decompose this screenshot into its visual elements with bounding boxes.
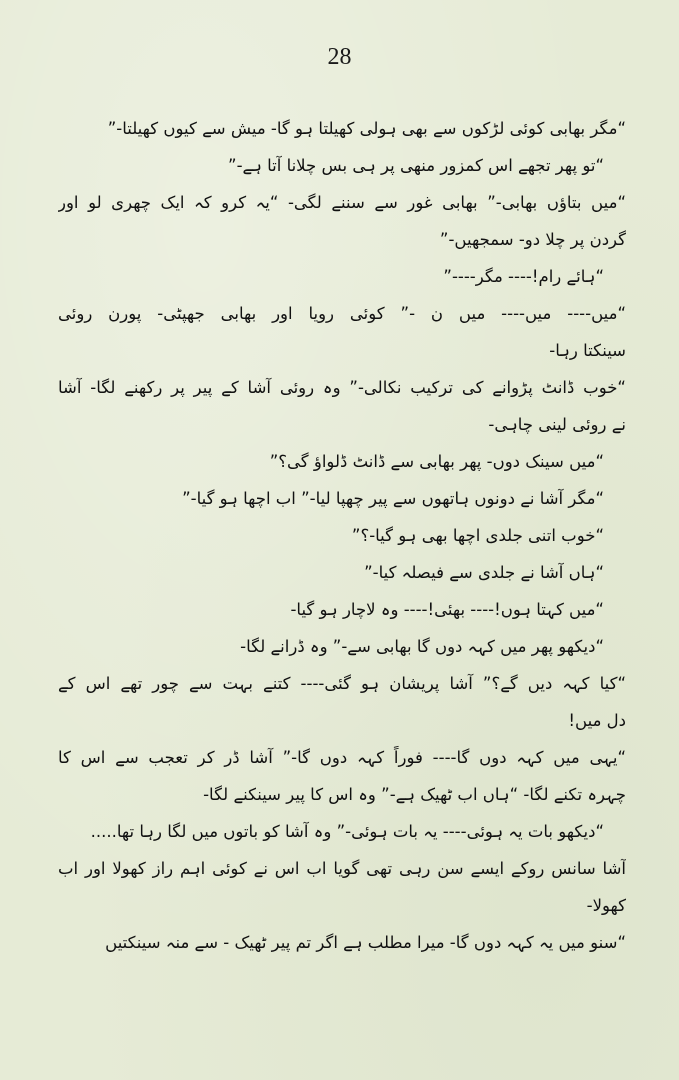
text-line: دل میں!	[568, 711, 626, 730]
text-line: “خوب اتنی جلدی اچھا بھی ہو گیا-؟”	[351, 526, 604, 545]
text-line: “سنو میں یہ کہہ دوں گا- میرا مطلب ہے اگر تم پیر ٹھیک - سے منہ سینکتیں	[105, 933, 626, 952]
page-number: 28	[327, 44, 352, 70]
text-line: “یہی میں کہہ دوں گا---- فوراً کہہ دوں گا-” آشا ڈر کر تعجب سے اس کا	[58, 748, 626, 767]
text-line: “دیکھو پھر میں کہہ دوں گا بھابی سے-” وہ ڈرانے لگا-	[240, 637, 604, 656]
text-line: آشا سانس روکے ایسے سن رہی تھی گویا اب اس نے کوئی اہم راز کھولا اور اب	[58, 859, 626, 878]
text-line: “خوب ڈانٹ پڑوانے کی ترکیب نکالی-” وہ روئی آشا کے پیر پر رکھنے لگا- آشا	[58, 378, 626, 397]
text-line: “مگر بھابی کوئی لڑکوں سے بھی ہولی کھیلتا ہو گا- میش سے کیوں کھیلتا-”	[107, 119, 626, 138]
text-line: “کیا کہہ دیں گے؟” آشا پریشان ہو گئی---- کتنے بہت سے چور تھے اس کے	[58, 674, 626, 693]
text-line: “میں سینک دوں- پھر بھابی سے ڈانٹ ڈلواؤ گی؟”	[269, 452, 604, 471]
text-line: “دیکھو بات یہ ہوئی---- یہ بات ہوئی-” وہ آشا کو باتوں میں لگا رہا تھا.....	[90, 822, 604, 841]
text-line: سینکتا رہا-	[549, 341, 626, 360]
text-line: “ہاں آشا نے جلدی سے فیصلہ کیا-”	[364, 563, 604, 582]
text-line: گردن پر چلا دو- سمجھیں-”	[439, 230, 626, 249]
text-line: “مگر آشا نے دونوں ہاتھوں سے پیر چھپا لیا-” اب اچھا ہو گیا-”	[182, 489, 604, 508]
body-text	[58, 110, 626, 961]
text-line: “میں بتاؤں بھابی-” بھابی غور سے سننے لگی- “یہ کرو کہ ایک چھری لو اور	[58, 193, 626, 212]
text-line: “ہائے رام!---- مگر----”	[443, 267, 604, 286]
text-line: “میں کہتا ہوں!---- بھئی!---- وہ لاچار ہو گیا-	[290, 600, 604, 619]
text-line: کھولا-	[586, 896, 626, 915]
text-line: نے روئی لینی چاہی-	[488, 415, 626, 434]
text-line: “تو پھر تجھے اس کمزور منھی پر ہی بس چلانا آتا ہے-”	[228, 156, 604, 175]
text-line: چہرہ تکنے لگا- “ہاں اب ٹھیک ہے-” وہ اس کا پیر سینکنے لگا-	[203, 785, 626, 804]
text-line: “میں---- میں---- میں ن -” کوئی رویا اور بھابی جھپٹی- پورن روئی	[58, 304, 626, 323]
